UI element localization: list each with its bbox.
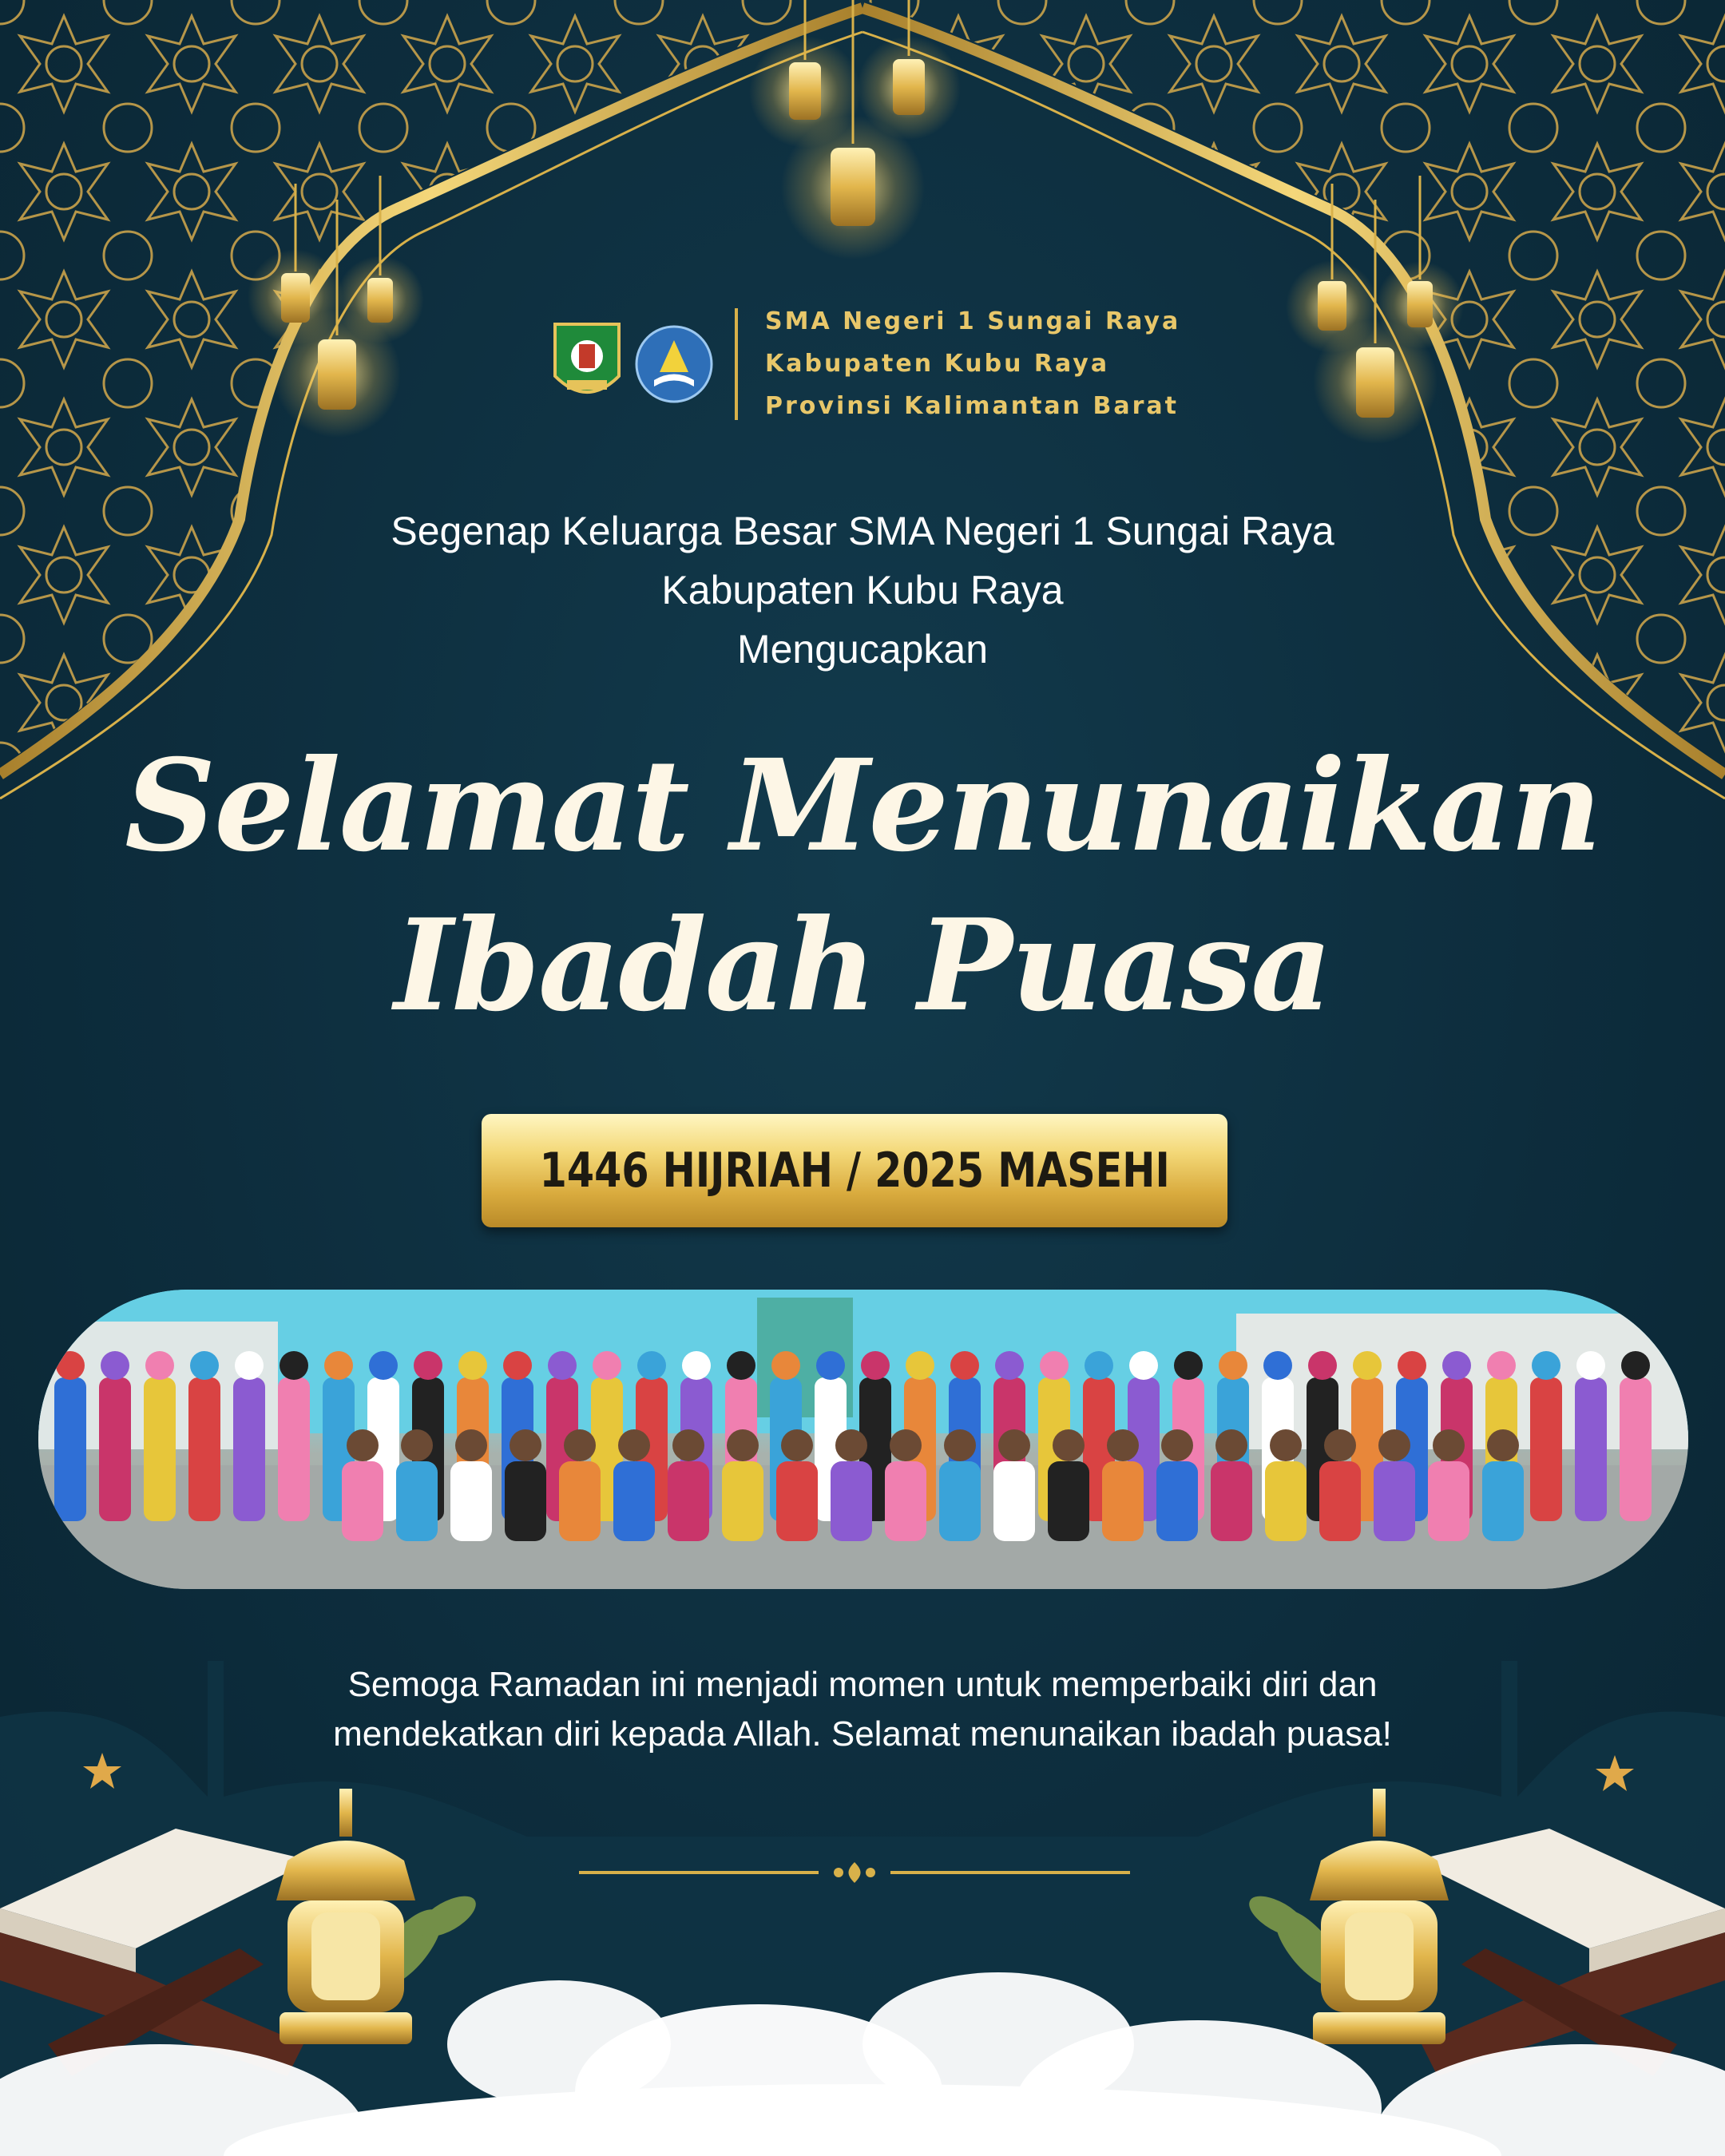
person-head: [672, 1429, 704, 1461]
headline-line-1: Selamat Menunaikan: [125, 732, 1600, 880]
person-crouching: [1374, 1461, 1415, 1541]
headline: [0, 727, 1725, 1046]
person-head: [369, 1351, 398, 1380]
person-crouching: [1211, 1461, 1252, 1541]
person-crouching: [1265, 1461, 1307, 1541]
person-head: [1353, 1351, 1382, 1380]
person-crouching: [1048, 1461, 1089, 1541]
person-head: [145, 1351, 174, 1380]
person-crouching: [1428, 1461, 1469, 1541]
person-crouching: [831, 1461, 872, 1541]
person-head: [1107, 1429, 1139, 1461]
person-head: [1215, 1429, 1247, 1461]
person-head: [455, 1429, 487, 1461]
tut-wuri-handayani-icon: [634, 324, 714, 404]
person-crouching: [1156, 1461, 1198, 1541]
person-head: [1161, 1429, 1193, 1461]
person-crouching: [776, 1461, 818, 1541]
person-head: [347, 1429, 379, 1461]
person-head: [1532, 1351, 1560, 1380]
person-head: [890, 1429, 922, 1461]
person-crouching: [559, 1461, 601, 1541]
person-head: [414, 1351, 442, 1380]
person-crouching: [668, 1461, 709, 1541]
person-head: [324, 1351, 353, 1380]
person-standing: [278, 1377, 310, 1521]
person-head: [950, 1351, 979, 1380]
person-head: [1324, 1429, 1356, 1461]
person-crouching: [613, 1461, 655, 1541]
person-head: [593, 1351, 621, 1380]
person-crouching: [342, 1461, 383, 1541]
header-divider: [735, 308, 738, 420]
person-head: [1308, 1351, 1337, 1380]
person-head: [1621, 1351, 1650, 1380]
person-head: [1378, 1429, 1410, 1461]
person-head: [503, 1351, 532, 1380]
person-head: [1085, 1351, 1113, 1380]
closing-message: [0, 1660, 1725, 1759]
person-head: [771, 1351, 800, 1380]
person-crouching: [939, 1461, 981, 1541]
person-crouching: [396, 1461, 438, 1541]
person-head: [564, 1429, 596, 1461]
person-head: [1040, 1351, 1069, 1380]
gold-divider: [579, 1861, 1130, 1885]
person-head: [1270, 1429, 1302, 1461]
person-crouching: [993, 1461, 1035, 1541]
person-crouching: [1102, 1461, 1144, 1541]
person-standing: [233, 1377, 265, 1521]
person-head: [944, 1429, 976, 1461]
person-crouching: [1319, 1461, 1361, 1541]
person-head: [1053, 1429, 1085, 1461]
person-crouching: [505, 1461, 546, 1541]
person-head: [861, 1351, 890, 1380]
person-standing: [1530, 1377, 1562, 1521]
person-head: [1263, 1351, 1292, 1380]
person-head: [101, 1351, 129, 1380]
person-standing: [1620, 1377, 1652, 1521]
person-head: [1129, 1351, 1158, 1380]
school-province: Provinsi Kalimantan Barat: [765, 392, 1179, 420]
person-head: [1442, 1351, 1471, 1380]
message-line: Semoga Ramadan ini menjadi momen untuk memperbaiki diri dan: [347, 1665, 1378, 1704]
intro-line: Segenap Keluarga Besar SMA Negeri 1 Sungai Raya: [391, 509, 1334, 553]
intro-text: [0, 501, 1725, 679]
person-head: [548, 1351, 577, 1380]
province-emblem-icon: [551, 320, 623, 408]
person-head: [1433, 1429, 1465, 1461]
person-head: [1487, 1351, 1516, 1380]
group-photo-illustration: [38, 1290, 1688, 1589]
person-head: [727, 1429, 759, 1461]
date-badge-text: 1446 HIJRIAH / 2025 MASEHI: [539, 1143, 1170, 1199]
school-header: [551, 307, 1180, 420]
person-standing: [54, 1377, 86, 1521]
person-head: [781, 1429, 813, 1461]
school-regency: Kabupaten Kubu Raya: [765, 350, 1110, 378]
person-head: [1576, 1351, 1605, 1380]
person-crouching: [1482, 1461, 1524, 1541]
person-head: [816, 1351, 845, 1380]
person-head: [618, 1429, 650, 1461]
person-head: [280, 1351, 308, 1380]
person-head: [235, 1351, 264, 1380]
message-line: mendekatkan diri kepada Allah. Selamat menunaikan ibadah puasa!: [333, 1714, 1392, 1754]
person-head: [835, 1429, 867, 1461]
person-head: [998, 1429, 1030, 1461]
person-head: [995, 1351, 1024, 1380]
headline-line-2: Ibadah Puasa: [394, 892, 1331, 1040]
person-crouching: [885, 1461, 926, 1541]
intro-line: Kabupaten Kubu Raya: [661, 568, 1064, 612]
group-photo: [38, 1290, 1688, 1589]
person-head: [1219, 1351, 1247, 1380]
person-head: [727, 1351, 755, 1380]
person-head: [906, 1351, 934, 1380]
person-head: [510, 1429, 541, 1461]
person-standing: [188, 1377, 220, 1521]
person-crouching: [722, 1461, 763, 1541]
date-badge: [482, 1114, 1227, 1227]
person-head: [458, 1351, 487, 1380]
person-standing: [144, 1377, 176, 1521]
school-info: [765, 307, 1180, 420]
person-standing: [1575, 1377, 1607, 1521]
person-standing: [99, 1377, 131, 1521]
person-head: [190, 1351, 219, 1380]
person-head: [637, 1351, 666, 1380]
person-head: [682, 1351, 711, 1380]
person-head: [1487, 1429, 1519, 1461]
person-head: [1398, 1351, 1426, 1380]
intro-line: Mengucapkan: [736, 627, 989, 672]
person-crouching: [450, 1461, 492, 1541]
person-head: [1174, 1351, 1203, 1380]
school-name: SMA Negeri 1 Sungai Raya: [765, 307, 1181, 335]
person-head: [401, 1429, 433, 1461]
